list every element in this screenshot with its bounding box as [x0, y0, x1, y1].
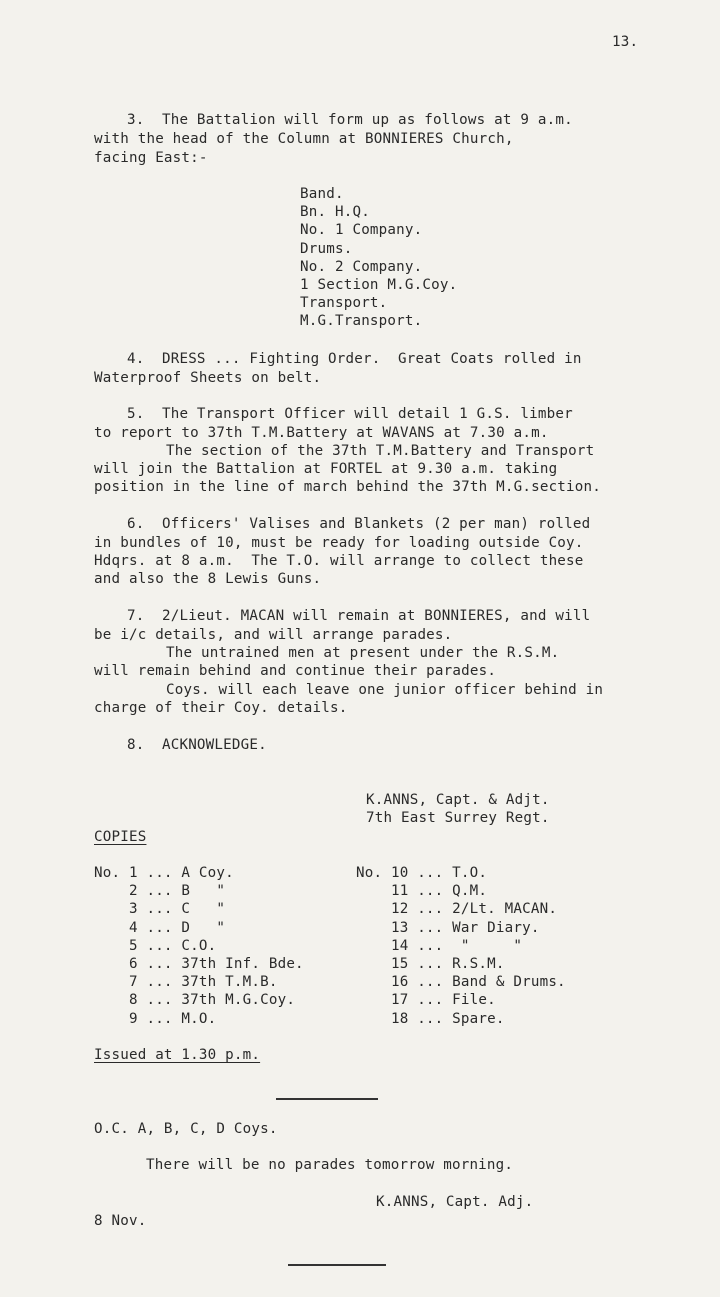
para7-line6: charge of their Coy. details.	[94, 700, 348, 716]
para4-line2: Waterproof Sheets on belt.	[94, 370, 322, 386]
list-item: 15 ... R.S.M.	[356, 955, 505, 972]
para5-line1: 5. The Transport Officer will detail 1 G.S. limber	[127, 406, 573, 422]
order-item: Band.	[300, 186, 344, 202]
order-item: Transport.	[300, 295, 388, 312]
list-item: No. 10 ... T.O.	[356, 865, 488, 881]
list-item: 4 ... D "	[94, 919, 226, 936]
list-item: 16 ... Band & Drums.	[356, 974, 566, 991]
memo-signature: K.ANNS, Capt. Adj.	[376, 1194, 534, 1210]
memo-addressee: O.C. A, B, C, D Coys.	[94, 1121, 278, 1137]
list-item: 7 ... 37th T.M.B.	[94, 974, 278, 991]
list-item: 3 ... C "	[94, 901, 226, 918]
para6-line3: Hdqrs. at 8 a.m. The T.O. will arrange to collect these	[94, 553, 584, 569]
para3-line3: facing East:-	[94, 150, 208, 166]
para7-line2: be i/c details, and will arrange parades.	[94, 627, 453, 643]
order-item: M.G.Transport.	[300, 313, 423, 330]
list-item: 13 ... War Diary.	[356, 919, 540, 936]
page-number: 13.	[612, 34, 639, 50]
order-item: Drums.	[300, 240, 353, 257]
signature-line1: K.ANNS, Capt. & Adjt.	[366, 792, 550, 808]
para7-line4: will remain behind and continue their parades.	[94, 663, 497, 679]
order-item: Bn. H.Q.	[300, 204, 370, 221]
list-item: 18 ... Spare.	[356, 1010, 505, 1027]
para4-line1: 4. DRESS ... Fighting Order. Great Coats rolled in	[127, 351, 582, 367]
list-item: No. 1 ... A Coy.	[94, 865, 234, 881]
para7-line5: Coys. will each leave one junior officer behind in	[166, 682, 604, 698]
copies-list-right	[356, 864, 566, 1028]
divider	[276, 1098, 378, 1100]
para8: 8. ACKNOWLEDGE.	[127, 737, 267, 753]
list-item: 5 ... C.O.	[94, 937, 217, 954]
para5-line5: position in the line of march behind the 37th M.G.section.	[94, 479, 602, 495]
para3-line1: 3. The Battalion will form up as follows at 9 a.m.	[127, 112, 573, 128]
list-item: 2 ... B "	[94, 883, 226, 900]
list-item: 8 ... 37th M.G.Coy.	[94, 992, 296, 1009]
signature-line2: 7th East Surrey Regt.	[366, 810, 550, 826]
list-item: 14 ... " "	[356, 937, 523, 954]
para3-line2: with the head of the Column at BONNIERES Church,	[94, 131, 514, 147]
copies-list-left	[94, 864, 304, 1028]
para6-line4: and also the 8 Lewis Guns.	[94, 571, 322, 587]
issued-time: Issued at 1.30 p.m.	[94, 1047, 261, 1063]
list-item: 12 ... 2/Lt. MACAN.	[356, 901, 558, 918]
list-item: 17 ... File.	[356, 992, 496, 1009]
para7-line1: 7. 2/Lieut. MACAN will remain at BONNIERES, and will	[127, 608, 591, 624]
para6-line1: 6. Officers' Valises and Blankets (2 per man) rolled	[127, 516, 591, 532]
memo-body: There will be no parades tomorrow morning.	[146, 1157, 514, 1173]
list-item: 9 ... M.O.	[94, 1010, 217, 1027]
copies-heading: COPIES	[94, 829, 147, 845]
order-item: No. 1 Company.	[300, 222, 423, 239]
divider	[288, 1264, 386, 1266]
order-item: No. 2 Company.	[300, 258, 423, 275]
para7-line3: The untrained men at present under the R.S.M.	[166, 645, 560, 661]
order-item: 1 Section M.G.Coy.	[300, 276, 458, 293]
para5-line3: The section of the 37th T.M.Battery and Transport	[166, 443, 595, 459]
memo-date: 8 Nov.	[94, 1213, 147, 1229]
para5-line2: to report to 37th T.M.Battery at WAVANS at 7.30 a.m.	[94, 425, 549, 441]
formation-order-list	[300, 185, 457, 331]
para5-line4: will join the Battalion at FORTEL at 9.30 a.m. taking	[94, 461, 558, 477]
list-item: 6 ... 37th Inf. Bde.	[94, 955, 304, 972]
list-item: 11 ... Q.M.	[356, 883, 488, 900]
para6-line2: in bundles of 10, must be ready for loading outside Coy.	[94, 535, 584, 551]
